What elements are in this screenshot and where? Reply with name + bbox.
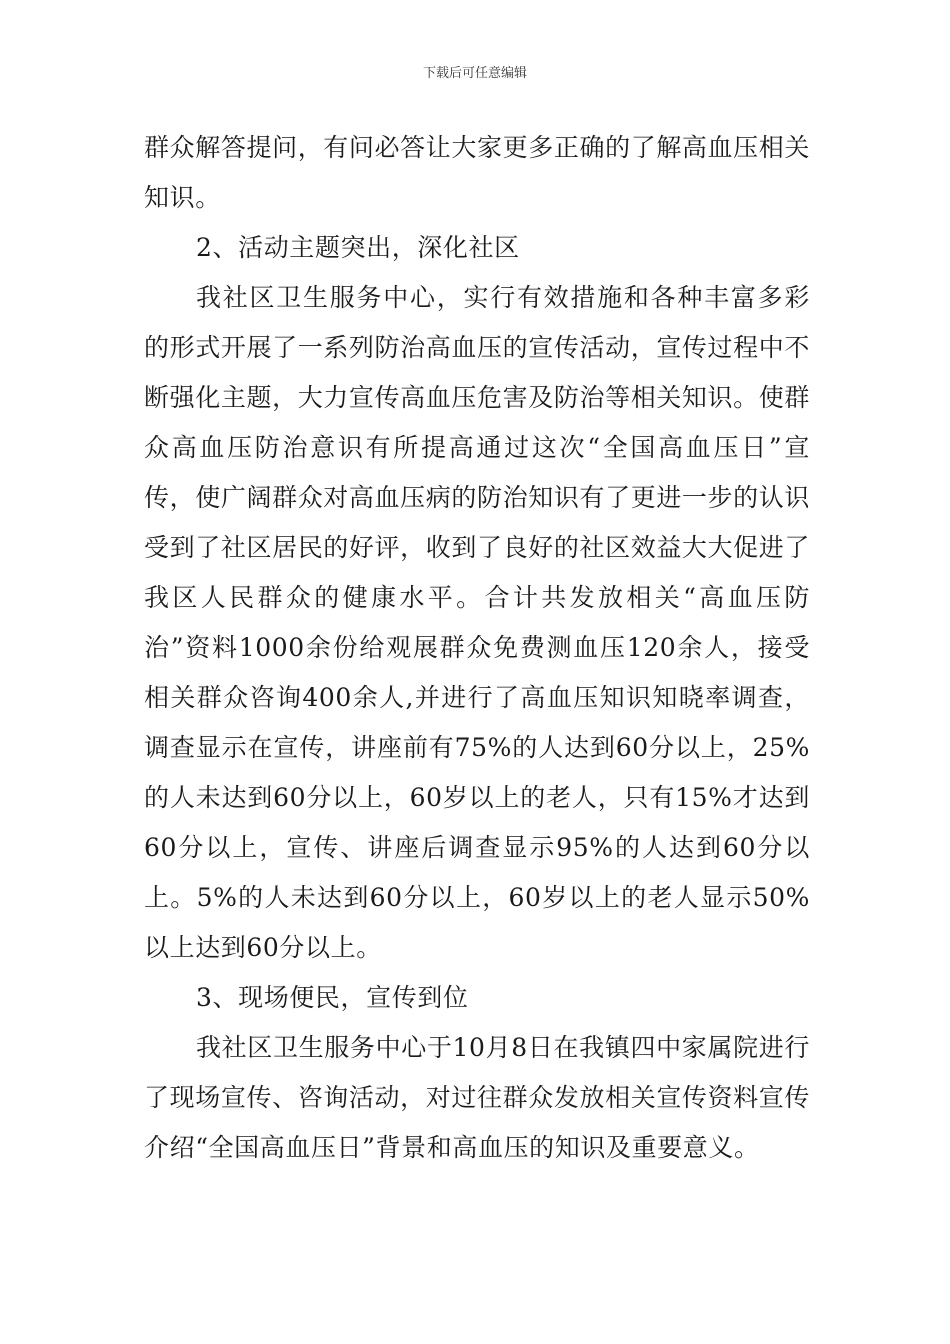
document-body: [144, 123, 810, 1173]
section-heading-3: 3、现场便民，宣传到位: [196, 983, 469, 1012]
paragraph-onsite-event: 我社区卫生服务中心于10月8日在我镇四中家属院进行了现场宣传、咨询活动，对过往群众发放相关宣传资料宣传介绍“全国高血压日”背景和高血压的知识及重要意义。: [144, 1033, 810, 1162]
section-heading-2: 2、活动主题突出，深化社区: [196, 233, 520, 262]
page-header-note: 下载后可任意编辑: [422, 66, 527, 81]
paragraph-continuation: 群众解答提问，有问必答让大家更多正确的了解高血压相关知识。: [144, 133, 810, 212]
paragraph-activity-summary: 我社区卫生服务中心，实行有效措施和各种丰富多彩的形式开展了一系列防治高血压的宣传活动，宣传过程中不断强化主题，大力宣传高血压危害及防治等相关知识。使群众高血压防治意识有所提高通过这次“全国高血压日”宣传，使广阔群众对高血压病的防治知识有了更进一步的认识受到了社区居民的好评，收到了良好的社区效益大大促进了我区人民群众的健康水平。合计共发放相关“高血压防治”资料1000余份给观展群众免费测血压120余人，接受相关群众咨询400余人,并进行了高血压知识知晓率调查，调查显示在宣传，讲座前有75%的人达到60分以上，25%的人未达到60分以上，60岁以上的老人，只有15%才达到60分以上，宣传、讲座后调查显示95%的人达到60分以上。5%的人未达到60分以上，60岁以上的老人显示50%以上达到60分以上。: [144, 283, 810, 962]
